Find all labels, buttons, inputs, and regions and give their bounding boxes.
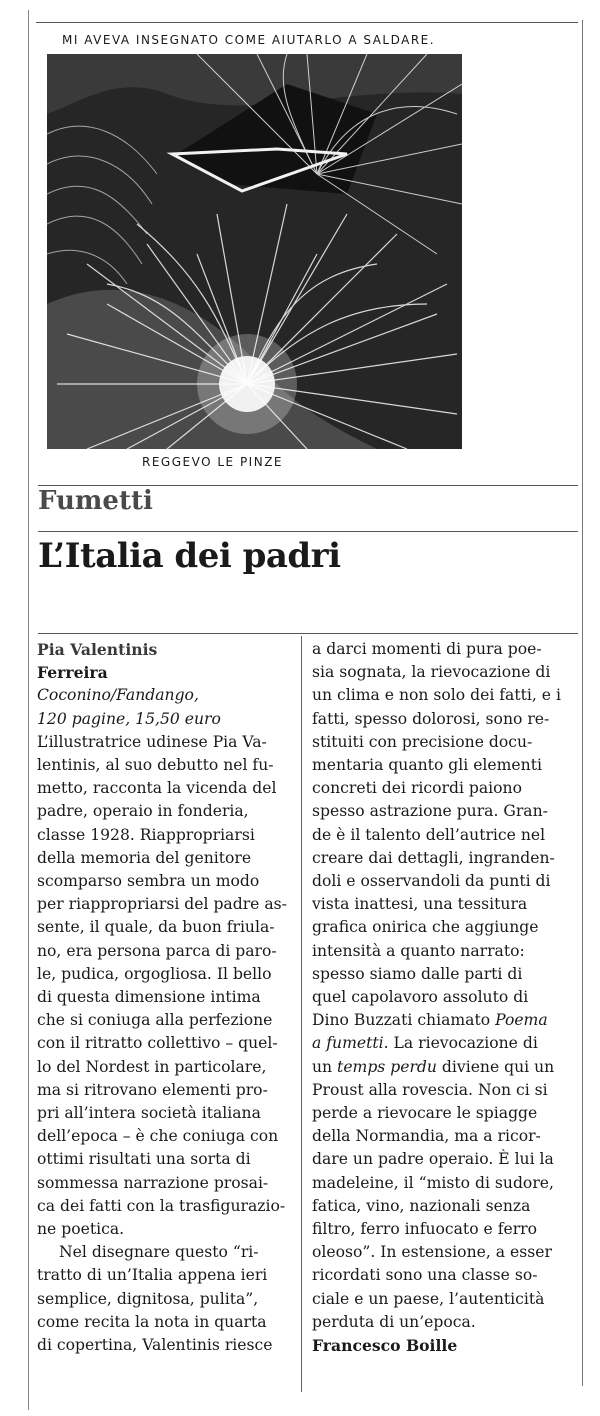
body-line: ca dei fatti con la trasfigurazio- <box>37 1196 286 1215</box>
book-title: Ferreira <box>37 663 108 683</box>
body-line: della memoria del genitore <box>37 848 252 867</box>
body-line: doli e osservandoli da punti di <box>312 872 551 891</box>
right-rule <box>582 20 583 1386</box>
body-line: quel capolavoro assoluto di <box>312 988 529 1007</box>
body-line: ne poetica. <box>37 1220 125 1239</box>
body-line: che si coniuga alla perfezione <box>37 1011 273 1030</box>
comic-illustration <box>47 54 462 449</box>
headline: L’Italia dei padri <box>38 536 341 576</box>
body-line: con il ritratto collettivo – quel- <box>37 1034 278 1053</box>
body-text: diviene qui un <box>436 1057 555 1076</box>
illustration-caption-top: MI AVEVA INSEGNATO COME AIUTARLO A SALDARE. <box>62 33 436 47</box>
body-text: un <box>312 1057 338 1076</box>
body-line: mentaria quanto gli elementi <box>312 756 542 775</box>
top-rule <box>36 22 578 23</box>
body-line: lo del Nordest in particolare, <box>37 1057 267 1076</box>
body-line: ma si ritrovano elementi pro- <box>37 1080 268 1099</box>
body-line <box>312 1032 570 1055</box>
body-line: metto, racconta la vicenda del <box>37 779 277 798</box>
body-line: concreti dei ricordi paiono <box>312 779 522 798</box>
body-line: sommessa narrazione prosai- <box>37 1173 269 1192</box>
body-line: scomparso sembra un modo <box>37 872 260 891</box>
body-line: perduta di un’epoca. <box>312 1312 476 1331</box>
body-line: Nel disegnare questo “ri- <box>59 1243 259 1262</box>
body-line: come recita la nota in quarta <box>37 1312 267 1331</box>
body-line: filtro, ferro infuocato e ferro <box>312 1220 538 1239</box>
body-line: Proust alla rovescia. Non ci si <box>312 1080 548 1099</box>
body-line: oleoso”. In estensione, a esser <box>312 1243 552 1262</box>
book-details: 120 pagine, 15,50 euro <box>37 709 221 728</box>
column-divider <box>301 636 302 1392</box>
article-column-left <box>37 638 287 1357</box>
body-line: per riappropriarsi del padre as- <box>37 895 287 914</box>
body-line: sia sognata, la rievocazione di <box>312 663 551 682</box>
body-line: creare dai dettagli, ingranden- <box>312 848 555 867</box>
body-line: tratto di un’Italia appena ieri <box>37 1266 268 1285</box>
article-body-left <box>37 731 287 1357</box>
book-publisher: Coconino/Fandango, <box>37 686 199 705</box>
body-line: spesso astrazione pura. Gran- <box>312 802 548 821</box>
book-reference: a fumetti <box>312 1034 384 1053</box>
body-line: perde a rievocare le spiagge <box>312 1104 538 1123</box>
body-line: de è il talento dell’autrice nel <box>312 825 546 844</box>
body-line: di copertina, Valentinis riesce <box>37 1336 273 1355</box>
body-line: pri all’intera società italiana <box>37 1104 261 1123</box>
body-line: vista inattesi, una tessitura <box>312 895 528 914</box>
left-rule <box>28 10 29 1410</box>
body-line: fatti, spesso dolorosi, sono re- <box>312 709 550 728</box>
body-line: L’illustratrice udinese Pia Va- <box>37 732 267 751</box>
book-author: Pia Valentinis <box>37 640 158 659</box>
body-line: dell’epoca – è che coniuga con <box>37 1127 279 1146</box>
article-signature: Francesco Boille <box>312 1336 458 1356</box>
body-line: della Normandia, ma a ricor- <box>312 1127 541 1146</box>
body-line: dare un padre operaio. È lui la <box>312 1150 554 1169</box>
body-line: le, pudica, orgogliosa. Il bello <box>37 964 272 983</box>
body-line: ottimi risultati una sorta di <box>37 1150 251 1169</box>
body-line: grafica onirica che aggiunge <box>312 918 539 937</box>
article-column-right <box>312 638 570 1357</box>
section-label: Fumetti <box>38 486 153 516</box>
foreign-phrase: temps perdu <box>337 1057 437 1076</box>
body-line: stituiti con precisione docu- <box>312 732 533 751</box>
body-line: sente, il quale, da buon friula- <box>37 918 275 937</box>
body-line <box>312 1009 570 1032</box>
body-line: ciale e un paese, l’autenticità <box>312 1289 545 1308</box>
body-text: Dino Buzzati chiamato <box>312 1011 496 1030</box>
book-reference: Poema <box>495 1011 548 1030</box>
body-line: a darci momenti di pura poe- <box>312 640 542 658</box>
illustration-caption-bottom: REGGEVO LE PINZE <box>142 455 283 469</box>
body-line: fatica, vino, nazionali senza <box>312 1196 531 1215</box>
body-line: no, era persona parca di paro- <box>37 941 277 960</box>
body-line: classe 1928. Riappropriarsi <box>37 825 255 844</box>
headline-rule <box>38 633 578 634</box>
body-line <box>312 1056 570 1079</box>
body-line: semplice, dignitosa, pulita”, <box>37 1289 259 1308</box>
body-text: . La rievocazione di <box>383 1034 538 1053</box>
section-rule-bottom <box>38 531 578 532</box>
body-line: intensità a quanto narrato: <box>312 941 525 960</box>
body-line: padre, operaio in fonderia, <box>37 802 249 821</box>
body-line: lentinis, al suo debutto nel fu- <box>37 756 274 775</box>
body-line: spesso siamo dalle parti di <box>312 964 523 983</box>
body-line: di questa dimensione intima <box>37 988 261 1007</box>
body-line: madeleine, il “misto di sudore, <box>312 1173 554 1192</box>
body-line: un clima e non solo dei fatti, e i <box>312 686 561 705</box>
body-line: ricordati sono una classe so- <box>312 1266 538 1285</box>
